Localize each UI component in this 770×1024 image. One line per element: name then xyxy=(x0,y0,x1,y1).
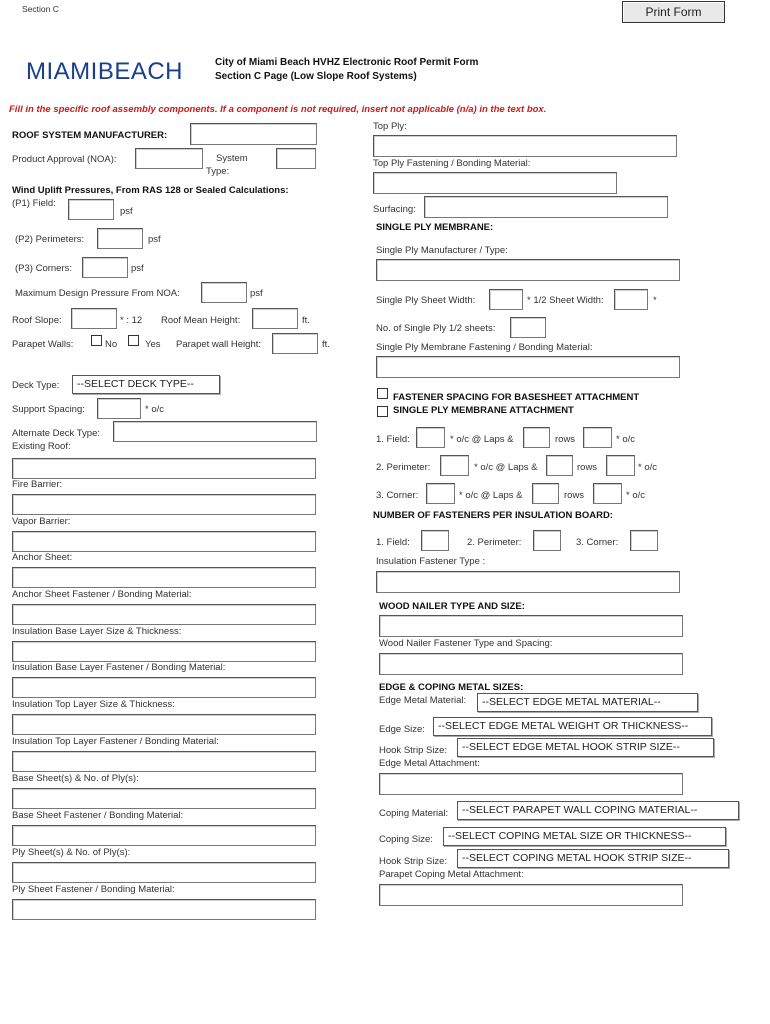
nf-perimeter-input[interactable] xyxy=(533,530,561,551)
p2-label: (P2) Perimeters: xyxy=(15,234,85,245)
mean-height-label: Roof Mean Height: xyxy=(161,315,241,326)
print-form-button[interactable]: Print Form xyxy=(622,1,725,23)
top-ply-input[interactable] xyxy=(373,135,677,157)
max-design-unit: psf xyxy=(250,288,263,299)
base-fastener-label: Base Sheet Fastener / Bonding Material: xyxy=(12,810,184,821)
base-fastener-input[interactable] xyxy=(12,825,316,846)
support-spacing-unit: * o/c xyxy=(145,404,165,415)
form-subtitle: Section C Page (Low Slope Roof Systems) xyxy=(215,71,417,82)
deck-type-label: Deck Type: xyxy=(12,380,60,391)
coping-hook-strip-label: Hook Strip Size: xyxy=(379,856,448,867)
parapet-yes-label: Yes xyxy=(145,339,161,350)
p1-unit: psf xyxy=(120,206,133,217)
insulation-fastener-type-label: Insulation Fastener Type : xyxy=(376,556,486,567)
max-design-input[interactable] xyxy=(201,282,247,303)
half-sheet-label: * 1/2 Sheet Width: xyxy=(527,295,604,306)
system-label: System xyxy=(216,153,248,164)
p1-label: (P1) Field: xyxy=(12,198,56,209)
top-ply-fastening-label: Top Ply Fastening / Bonding Material: xyxy=(373,158,531,169)
manufacturer-label: ROOF SYSTEM MANUFACTURER: xyxy=(12,130,168,141)
ins-top-size-label: Insulation Top Layer Size & Thickness: xyxy=(12,699,175,710)
alternate-deck-label: Alternate Deck Type: xyxy=(12,428,101,439)
half-sheet-input[interactable] xyxy=(614,289,648,310)
anchor-sheet-label: Anchor Sheet: xyxy=(12,552,73,563)
single-ply-attachment-label: SINGLE PLY MEMBRANE ATTACHMENT xyxy=(393,405,574,416)
membrane-fastening-input[interactable] xyxy=(376,356,680,378)
section-label: Section C xyxy=(22,4,59,14)
top-ply-label: Top Ply: xyxy=(373,121,407,132)
parapet-walls-label: Parapet Walls: xyxy=(12,339,74,350)
corner-oc-laps-label: * o/c @ Laps & xyxy=(459,490,523,501)
p3-input[interactable] xyxy=(82,257,128,278)
p1-input[interactable] xyxy=(68,199,114,220)
system-type-input[interactable] xyxy=(276,148,316,169)
parapet-height-unit: ft. xyxy=(322,339,330,350)
ins-top-fastener-label: Insulation Top Layer Fastener / Bonding Material: xyxy=(12,736,219,747)
p2-input[interactable] xyxy=(97,228,143,249)
surfacing-label: Surfacing: xyxy=(373,204,416,215)
wood-nailer-fastener-input[interactable] xyxy=(379,653,683,675)
coping-material-label: Coping Material: xyxy=(379,808,449,819)
field-oc-input[interactable] xyxy=(416,427,445,448)
sheet-width-label: Single Ply Sheet Width: xyxy=(376,295,476,306)
edge-hook-strip-label: Hook Strip Size: xyxy=(379,745,448,756)
field-spacing-label: 1. Field: xyxy=(376,434,410,445)
field-rows-oc: * o/c xyxy=(616,434,636,445)
system-type-label: Type: xyxy=(206,166,230,177)
single-ply-attachment-checkbox[interactable] xyxy=(377,406,388,417)
max-design-label: Maximum Design Pressure From NOA: xyxy=(15,288,180,299)
half-sheets-count-input[interactable] xyxy=(510,317,546,338)
ins-base-size-label: Insulation Base Layer Size & Thickness: xyxy=(12,626,182,637)
edge-size-label: Edge Size: xyxy=(379,724,425,735)
single-ply-heading: SINGLE PLY MEMBRANE: xyxy=(376,222,494,233)
field-oc-laps-label: * o/c @ Laps & xyxy=(450,434,514,445)
basesheet-attachment-label: FASTENER SPACING FOR BASESHEET ATTACHMENT xyxy=(393,392,640,403)
perimeter-oc-laps-label: * o/c @ Laps & xyxy=(474,462,538,473)
anchor-fastener-input[interactable] xyxy=(12,604,316,625)
p3-unit: psf xyxy=(131,263,144,274)
corner-rows-oc: * o/c xyxy=(626,490,646,501)
corner-rows-label: rows xyxy=(564,490,585,501)
half-sheets-count-label: No. of Single Ply 1/2 sheets: xyxy=(376,323,496,334)
base-sheets-label: Base Sheet(s) & No. of Ply(s): xyxy=(12,773,139,784)
anchor-fastener-label: Anchor Sheet Fastener / Bonding Material: xyxy=(12,589,192,600)
edge-hook-strip-select[interactable]: --SELECT EDGE METAL HOOK STRIP SIZE-- xyxy=(457,738,714,757)
support-spacing-label: Support Spacing: xyxy=(12,404,85,415)
nf-corner-input[interactable] xyxy=(630,530,658,551)
edge-metal-material-label: Edge Metal Material: xyxy=(379,695,467,706)
wood-nailer-heading: WOOD NAILER TYPE AND SIZE: xyxy=(379,601,525,612)
single-ply-mfr-input[interactable] xyxy=(376,259,680,281)
perimeter-oc-input[interactable] xyxy=(440,455,469,476)
miami-beach-logo: MIAMIBEACH xyxy=(26,58,184,85)
mean-height-input[interactable] xyxy=(252,308,298,329)
single-ply-mfr-label: Single Ply Manufacturer / Type: xyxy=(376,245,508,256)
perimeter-rows-oc: * o/c xyxy=(638,462,658,473)
basesheet-attachment-checkbox[interactable] xyxy=(377,388,388,399)
coping-attachment-label: Parapet Coping Metal Attachment: xyxy=(379,869,524,880)
nf-field-label: 1. Field: xyxy=(376,537,410,548)
roof-slope-label: Roof Slope: xyxy=(12,315,62,326)
coping-material-select[interactable]: --SELECT PARAPET WALL COPING MATERIAL-- xyxy=(457,801,739,820)
ins-top-size-input[interactable] xyxy=(12,714,316,735)
ins-base-size-input[interactable] xyxy=(12,641,316,662)
parapet-yes-checkbox[interactable] xyxy=(128,335,139,346)
half-sheet-asterisk: * xyxy=(653,295,657,306)
coping-hook-strip-select[interactable]: --SELECT COPING METAL HOOK STRIP SIZE-- xyxy=(457,849,729,868)
fire-barrier-label: Fire Barrier: xyxy=(12,479,63,490)
ins-base-fastener-input[interactable] xyxy=(12,677,316,698)
ply-fastener-label: Ply Sheet Fastener / Bonding Material: xyxy=(12,884,175,895)
mean-height-unit: ft. xyxy=(302,315,310,326)
edge-coping-heading: EDGE & COPING METAL SIZES: xyxy=(379,682,524,693)
ply-sheets-label: Ply Sheet(s) & No. of Ply(s): xyxy=(12,847,131,858)
corner-laps-input[interactable] xyxy=(532,483,559,504)
alternate-deck-input[interactable] xyxy=(113,421,317,442)
deck-type-select[interactable]: --SELECT DECK TYPE-- xyxy=(72,375,220,394)
sheet-width-input[interactable] xyxy=(489,289,523,310)
ins-base-fastener-label: Insulation Base Layer Fastener / Bonding Material: xyxy=(12,662,226,673)
vapor-barrier-label: Vapor Barrier: xyxy=(12,516,71,527)
existing-roof-label: Existing Roof: xyxy=(12,441,71,452)
corner-oc-input[interactable] xyxy=(426,483,455,504)
parapet-no-checkbox[interactable] xyxy=(91,335,102,346)
ply-sheets-input[interactable] xyxy=(12,862,316,883)
product-approval-input[interactable] xyxy=(135,148,203,169)
p3-label: (P3) Corners: xyxy=(15,263,73,274)
parapet-height-input[interactable] xyxy=(272,333,318,354)
ins-top-fastener-input[interactable] xyxy=(12,751,316,772)
fasteners-per-board-heading: NUMBER OF FASTENERS PER INSULATION BOARD: xyxy=(373,510,613,521)
membrane-fastening-label: Single Ply Membrane Fastening / Bonding Material: xyxy=(376,342,593,353)
parapet-no-label: No xyxy=(105,339,118,350)
corner-spacing-label: 3. Corner: xyxy=(376,490,419,501)
field-laps-input[interactable] xyxy=(523,427,550,448)
insulation-fastener-type-input[interactable] xyxy=(376,571,680,593)
parapet-height-label: Parapet wall Height: xyxy=(176,339,262,350)
wood-nailer-fastener-label: Wood Nailer Fastener Type and Spacing: xyxy=(379,638,553,649)
support-spacing-input[interactable] xyxy=(97,398,141,419)
perimeter-spacing-label: 2. Perimeter: xyxy=(376,462,431,473)
anchor-sheet-input[interactable] xyxy=(12,567,316,588)
instructions-text: Fill in the specific roof assembly components. If a component is not required, insert not applicable (n/a) in the text box. xyxy=(9,104,547,115)
top-ply-fastening-input[interactable] xyxy=(373,172,617,194)
roof-slope-input[interactable] xyxy=(71,308,117,329)
field-rows-input[interactable] xyxy=(583,427,612,448)
vapor-barrier-input[interactable] xyxy=(12,531,316,552)
wood-nailer-input[interactable] xyxy=(379,615,683,637)
product-approval-label: Product Approval (NOA): xyxy=(12,154,117,165)
existing-roof-input[interactable] xyxy=(12,458,316,479)
edge-attachment-input[interactable] xyxy=(379,773,683,795)
edge-size-select[interactable]: --SELECT EDGE METAL WEIGHT OR THICKNESS-- xyxy=(433,717,712,736)
edge-attachment-label: Edge Metal Attachment: xyxy=(379,758,480,769)
field-rows-label: rows xyxy=(555,434,576,445)
surfacing-input[interactable] xyxy=(424,196,668,218)
corner-rows-input[interactable] xyxy=(593,483,622,504)
p2-unit: psf xyxy=(148,234,161,245)
perimeter-rows-label: rows xyxy=(577,462,598,473)
form-title: City of Miami Beach HVHZ Electronic Roof Permit Form xyxy=(215,57,479,68)
base-sheets-input[interactable] xyxy=(12,788,316,809)
roof-slope-unit: * : 12 xyxy=(120,315,143,326)
coping-size-select[interactable]: --SELECT COPING METAL SIZE OR THICKNESS-- xyxy=(443,827,726,846)
ply-fastener-input[interactable] xyxy=(12,899,316,920)
nf-field-input[interactable] xyxy=(421,530,449,551)
edge-metal-material-select[interactable]: --SELECT EDGE METAL MATERIAL-- xyxy=(477,693,698,712)
nf-corner-label: 3. Corner: xyxy=(576,537,619,548)
coping-size-label: Coping Size: xyxy=(379,834,433,845)
coping-attachment-input[interactable] xyxy=(379,884,683,906)
nf-perimeter-label: 2. Perimeter: xyxy=(467,537,522,548)
wind-uplift-heading: Wind Uplift Pressures, From RAS 128 or Sealed Calculations: xyxy=(12,185,289,196)
fire-barrier-input[interactable] xyxy=(12,494,316,515)
perimeter-laps-input[interactable] xyxy=(546,455,573,476)
perimeter-rows-input[interactable] xyxy=(606,455,635,476)
manufacturer-input[interactable] xyxy=(190,123,317,145)
